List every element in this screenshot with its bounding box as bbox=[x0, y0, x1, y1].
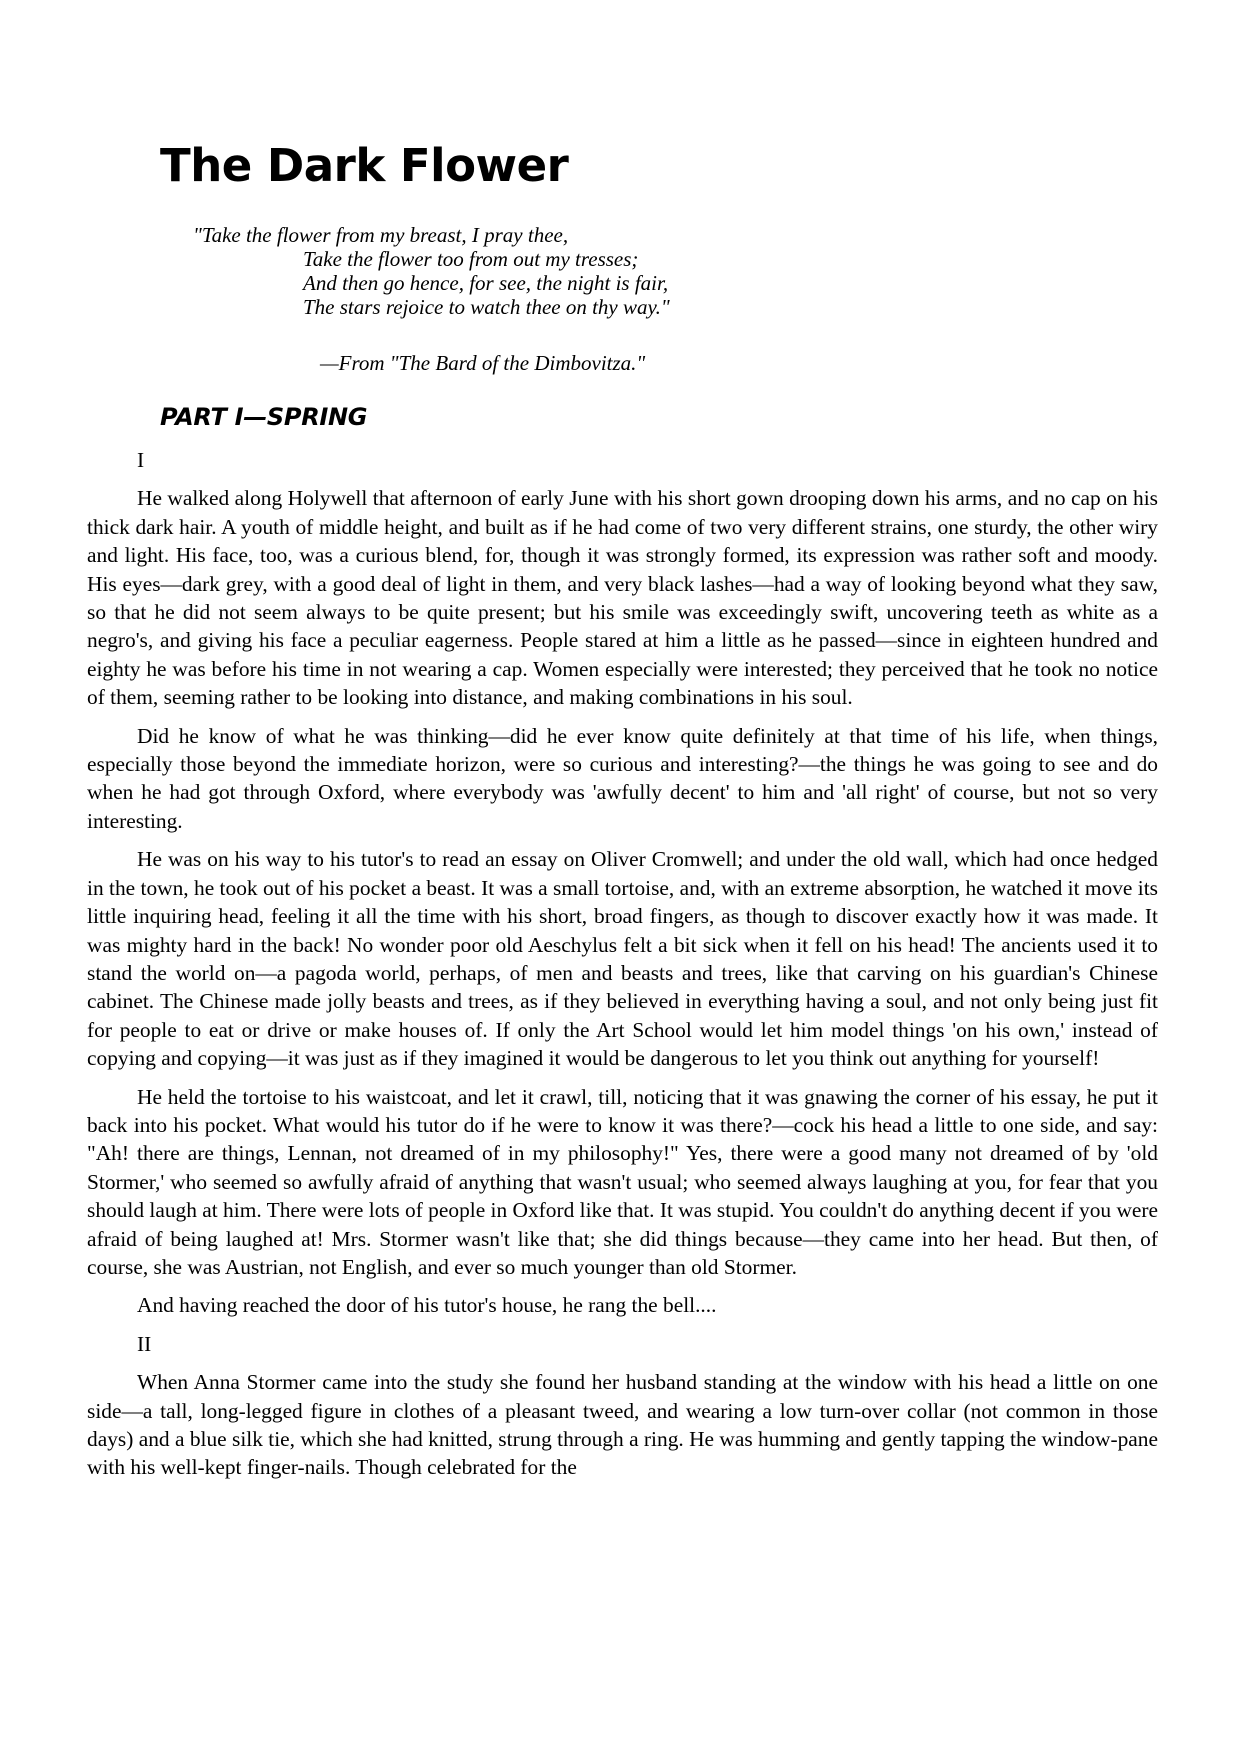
epigraph-line: "Take the flower from my breast, I pray thee, bbox=[193, 223, 569, 247]
epigraph-line: And then go hence, for see, the night is fair, bbox=[303, 271, 669, 295]
section-numeral: II bbox=[137, 1331, 152, 1356]
part-heading: PART I—SPRING bbox=[160, 403, 368, 431]
epigraph-attribution: —From "The Bard of the Dimbovitza." bbox=[320, 351, 646, 375]
paragraph: And having reached the door of his tutor's house, he rang the bell.... bbox=[137, 1293, 717, 1318]
paragraph: Did he know of what he was thinking—did he ever know quite definitely at that time of his life, when things, especially those beyond the immediate horizon, were so curious and interesting?—the things he was going to see and do when he had got through Oxford, where everybody was 'awfully decent' to him and 'all right' of course, but not so very interesting. bbox=[87, 723, 1158, 833]
epigraph-line: Take the flower too from out my tresses; bbox=[303, 247, 639, 271]
paragraph: He was on his way to his tutor's to read an essay on Oliver Cromwell; and under the old wall, which had once hedged in the town, he took out of his pocket a beast. It was a small tortoise, and, with an extreme absorption, he watched it move its little inquiring head, feeling it all the time with his short, broad fingers, as though to discover exactly how it was made. It was mighty hard in the back! No wonder poor old Aeschylus felt a bit sick when it fell on his head! The ancients used it to stand the world on—a pagoda world, perhaps, of men and beasts and trees, like that carving on his guardian's Chinese cabinet. The Chinese made jolly beasts and trees, as if they believed in everything having a soul, and not only being just fit for people to eat or drive or make houses of. If only the Art School would let him model things 'on his own,' instead of copying and copying—it was just as if they imagined it would be dangerous to let you think out anything for yourself! bbox=[87, 847, 1158, 1071]
body-text bbox=[87, 446, 1158, 1492]
section-numeral: I bbox=[137, 448, 145, 472]
paragraph: He walked along Holywell that afternoon of early June with his short gown drooping down his arms, and no cap on his thick dark hair. A youth of middle height, and built as if he had come of two very different strains, one sturdy, the other wiry and light. His face, too, was a curious blend, for, though it was strongly formed, its expression was rather soft and moody. His eyes—dark grey, with a good deal of light in them, and very black lashes—had a way of looking beyond what they saw, so that he did not seem always to be quite present; but his smile was exceedingly swift, uncovering teeth as white as a negro's, and giving his face a peculiar eagerness. People stared at him a little as he passed—since in eighteen hundred and eighty he was before his time in not wearing a cap. Women especially were interested; they perceived that he took no notice of them, seeming rather to be looking into distance, and making combinations in his soul. bbox=[87, 486, 1158, 710]
epigraph-line: The stars rejoice to watch thee on thy way." bbox=[303, 295, 670, 319]
paragraph: When Anna Stormer came into the study she found her husband standing at the window with his head a little on one side—a tall, long-legged figure in clothes of a pleasant tweed, and wearing a low turn-over collar (not common in those days) and a blue silk tie, which she had knitted, strung through a ring. He was humming and gently tapping the window-pane with his well-kept finger-nails. Though celebrated for the bbox=[87, 1370, 1158, 1480]
paragraph: He held the tortoise to his waistcoat, and let it crawl, till, noticing that it was gnawing the corner of his essay, he put it back into his pocket. What would his tutor do if he were to know it was there?—cock his head a little to one side, and say: "Ah! there are things, Lennan, not dreamed of in my philosophy!" Yes, there were a good many not dreamed of by 'old Stormer,' who seemed so awfully afraid of anything that wasn't usual; who seemed always laughing at you, for fear that you should laugh at him. There were lots of people in Oxford like that. It was stupid. You couldn't do anything decent if you were afraid of being laughed at! Mrs. Stormer wasn't like that; she did things because—they came into her head. But then, of course, she was Austrian, not English, and ever so much younger than old Stormer. bbox=[87, 1084, 1159, 1279]
book-title: The Dark Flower bbox=[160, 139, 569, 192]
